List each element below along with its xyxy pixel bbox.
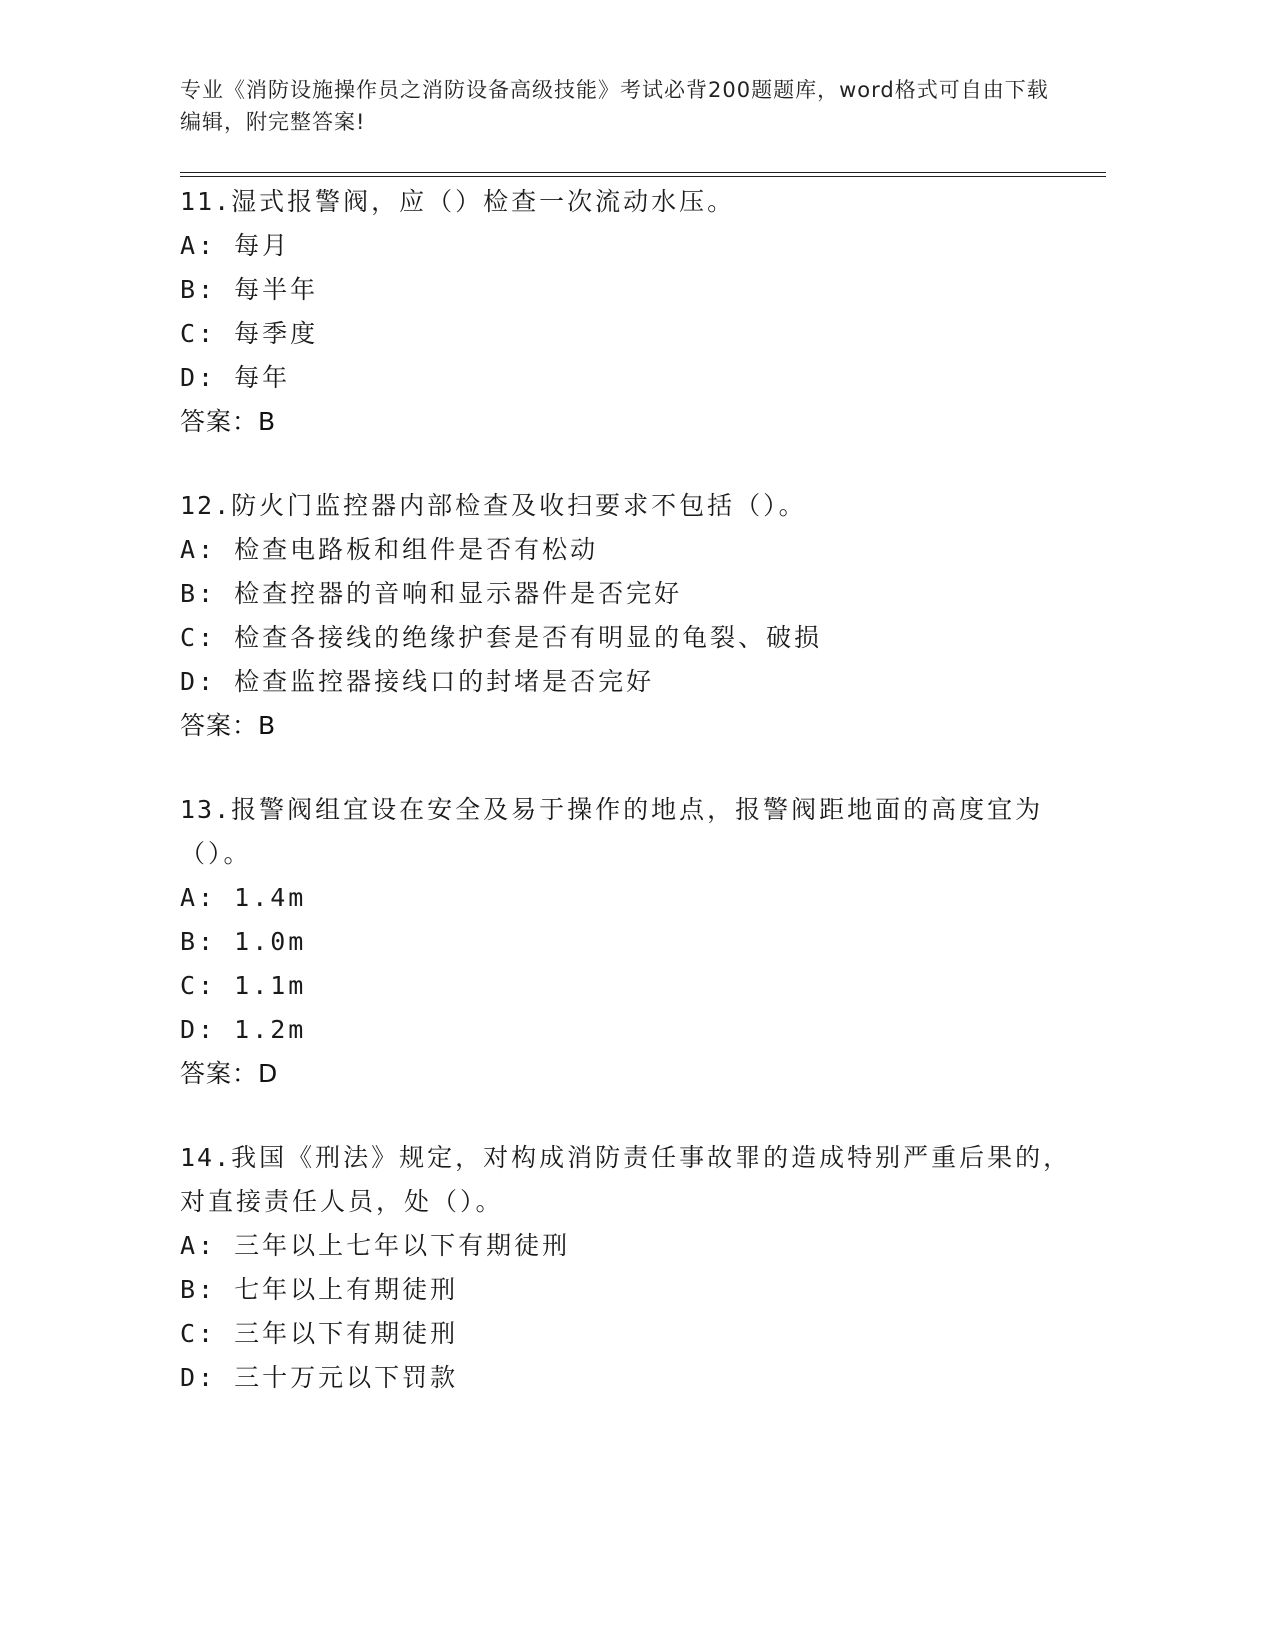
question-11	[180, 180, 1080, 444]
question-list	[180, 180, 1080, 1400]
option-b: B: 七年以上有期徒刑	[180, 1275, 459, 1304]
option-c: C: 每季度	[180, 319, 319, 348]
option-b: B: 每半年	[180, 275, 319, 304]
question-stem	[180, 788, 1080, 876]
option-d: D: 检查监控器接线口的封堵是否完好	[180, 667, 655, 696]
question-stem	[180, 1136, 1080, 1224]
answer-line	[180, 400, 1080, 444]
question-stem	[180, 484, 1080, 528]
option-a: A: 三年以上七年以下有期徒刑	[180, 1231, 571, 1260]
question-13	[180, 788, 1080, 1096]
answer-value: D	[258, 1059, 279, 1088]
option-c: C: 三年以下有期徒刑	[180, 1319, 459, 1348]
answer-label: 答案：	[180, 1059, 259, 1088]
question-number: 14.	[180, 1143, 232, 1172]
answer-value: B	[258, 711, 277, 740]
question-text: 我国《刑法》规定，对构成消防责任事故罪的造成特别严重后果的，对直接责任人员，处（）。	[180, 1143, 1072, 1216]
answer-line	[180, 704, 1080, 748]
option-c: C: 1.1m	[180, 971, 307, 1000]
option-a: A: 每月	[180, 231, 291, 260]
header-divider	[180, 172, 1106, 177]
answer-label: 答案：	[180, 711, 259, 740]
answer-value: B	[258, 407, 277, 436]
question-14	[180, 1136, 1080, 1400]
answer-label: 答案：	[180, 407, 259, 436]
question-text: 防火门监控器内部检查及收扫要求不包括（）。	[231, 491, 807, 520]
option-c: C: 检查各接线的绝缘护套是否有明显的龟裂、破损	[180, 623, 823, 652]
option-a: A: 1.4m	[180, 883, 307, 912]
question-number: 13.	[180, 795, 232, 824]
question-stem	[180, 180, 1080, 224]
option-b: B: 1.0m	[180, 927, 307, 956]
option-b: B: 检查控器的音响和显示器件是否完好	[180, 579, 683, 608]
document-header: 专业《消防设施操作员之消防设备高级技能》考试必背200题题库，word格式可自由下载编辑，附完整答案!	[180, 78, 1049, 134]
question-number: 12.	[180, 491, 232, 520]
answer-line	[180, 1052, 1080, 1096]
question-text: 湿式报警阀，应（）检查一次流动水压。	[231, 187, 736, 216]
question-number: 11.	[180, 187, 232, 216]
option-d: D: 三十万元以下罚款	[180, 1363, 459, 1392]
question-12	[180, 484, 1080, 748]
option-d: D: 1.2m	[180, 1015, 307, 1044]
option-d: D: 每年	[180, 363, 291, 392]
option-a: A: 检查电路板和组件是否有松动	[180, 535, 599, 564]
question-text: 报警阀组宜设在安全及易于操作的地点，报警阀距地面的高度宜为（）。	[180, 795, 1044, 868]
